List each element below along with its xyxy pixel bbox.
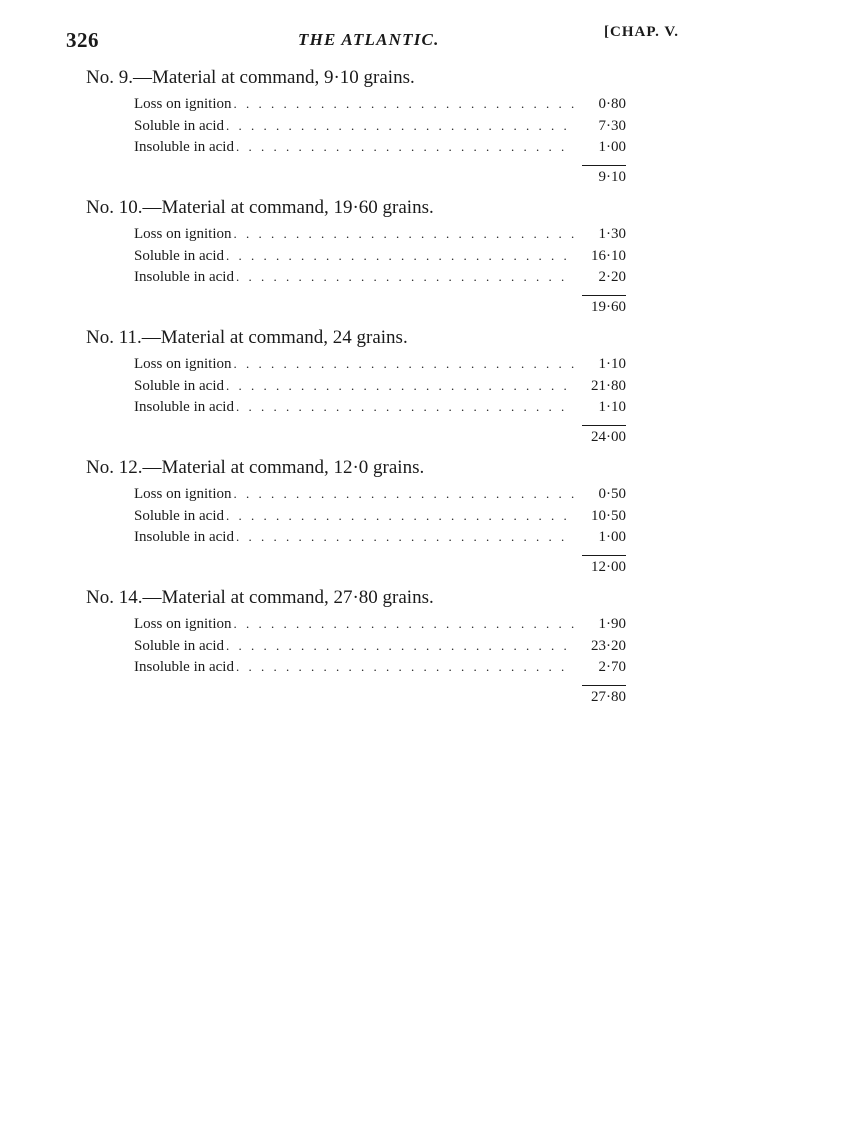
row-label: Soluble in acid — [134, 507, 224, 524]
table-row — [134, 638, 626, 660]
analysis-section — [86, 196, 626, 326]
row-value: 1·10 — [598, 356, 626, 372]
section-title: No. 12.—Material at command, 12·0 grains. — [86, 457, 425, 478]
dot-leader — [236, 139, 574, 155]
table-row — [134, 248, 626, 270]
dot-leader — [226, 118, 574, 134]
row-label: Insoluble in acid — [134, 399, 234, 415]
table-row — [134, 486, 626, 508]
row-label: Soluble in acid — [134, 117, 224, 134]
row-value: 0·50 — [598, 486, 626, 502]
row-value: 1·00 — [598, 529, 626, 545]
row-label: Loss on ignition — [134, 356, 232, 372]
dot-leader — [234, 616, 574, 632]
row-value: 0·80 — [598, 96, 626, 112]
section-total: 19·60 — [591, 298, 626, 315]
dot-leader — [234, 486, 574, 502]
row-value: 1·10 — [598, 399, 626, 415]
row-value: 7·30 — [598, 117, 626, 134]
row-value: 10·50 — [591, 507, 626, 524]
section-total: 27·80 — [591, 688, 626, 705]
row-label: Loss on ignition — [134, 96, 232, 112]
table-row — [134, 226, 626, 248]
table-row — [134, 139, 626, 161]
row-value: 1·90 — [598, 616, 626, 632]
dot-leader — [226, 378, 574, 394]
row-value: 21·80 — [591, 377, 626, 394]
row-label: Loss on ignition — [134, 226, 232, 242]
row-label: Soluble in acid — [134, 377, 224, 394]
row-value: 16·10 — [591, 247, 626, 264]
total-rule — [582, 685, 626, 686]
dot-leader — [234, 226, 574, 242]
row-value: 1·00 — [598, 139, 626, 155]
row-label: Insoluble in acid — [134, 529, 234, 545]
dot-leader — [236, 529, 574, 545]
analysis-section — [86, 456, 626, 586]
table-row — [134, 529, 626, 551]
running-title: THE ATLANTIC. — [298, 30, 440, 49]
total-rule — [582, 555, 626, 556]
analysis-section — [86, 326, 626, 456]
table-row — [134, 378, 626, 400]
dot-leader — [236, 269, 574, 285]
chapter-reference: [CHAP. V. — [604, 24, 679, 40]
row-label: Insoluble in acid — [134, 269, 234, 285]
total-rule — [582, 425, 626, 426]
row-label: Insoluble in acid — [134, 659, 234, 675]
dot-leader — [234, 356, 574, 372]
dot-leader — [236, 659, 574, 675]
page-header — [66, 24, 696, 54]
section-title: No. 11.—Material at command, 24 grains. — [86, 327, 408, 348]
table-row — [134, 118, 626, 140]
row-label: Insoluble in acid — [134, 139, 234, 155]
analysis-sections — [86, 66, 626, 716]
table-row — [134, 96, 626, 118]
analysis-section — [86, 66, 626, 196]
row-label: Loss on ignition — [134, 486, 232, 502]
total-rule — [582, 165, 626, 166]
dot-leader — [226, 638, 574, 654]
table-row — [134, 508, 626, 530]
page-number: 326 — [66, 28, 99, 52]
dot-leader — [234, 96, 574, 112]
table-row — [134, 356, 626, 378]
table-row — [134, 399, 626, 421]
section-title: No. 10.—Material at command, 19·60 grains. — [86, 197, 434, 218]
section-total: 24·00 — [591, 428, 626, 445]
table-row — [134, 269, 626, 291]
dot-leader — [226, 508, 574, 524]
section-title: No. 9.—Material at command, 9·10 grains. — [86, 67, 415, 88]
row-value: 23·20 — [591, 637, 626, 654]
table-row — [134, 659, 626, 681]
table-row — [134, 616, 626, 638]
row-value: 2·20 — [598, 269, 626, 285]
total-rule — [582, 295, 626, 296]
row-label: Soluble in acid — [134, 637, 224, 654]
section-total: 9·10 — [598, 168, 626, 185]
row-label: Soluble in acid — [134, 247, 224, 264]
section-title: No. 14.—Material at command, 27·80 grains. — [86, 587, 434, 608]
dot-leader — [236, 399, 574, 415]
row-label: Loss on ignition — [134, 616, 232, 632]
dot-leader — [226, 248, 574, 264]
row-value: 1·30 — [598, 226, 626, 242]
analysis-section — [86, 586, 626, 716]
row-value: 2·70 — [598, 659, 626, 675]
section-total: 12·00 — [591, 558, 626, 575]
